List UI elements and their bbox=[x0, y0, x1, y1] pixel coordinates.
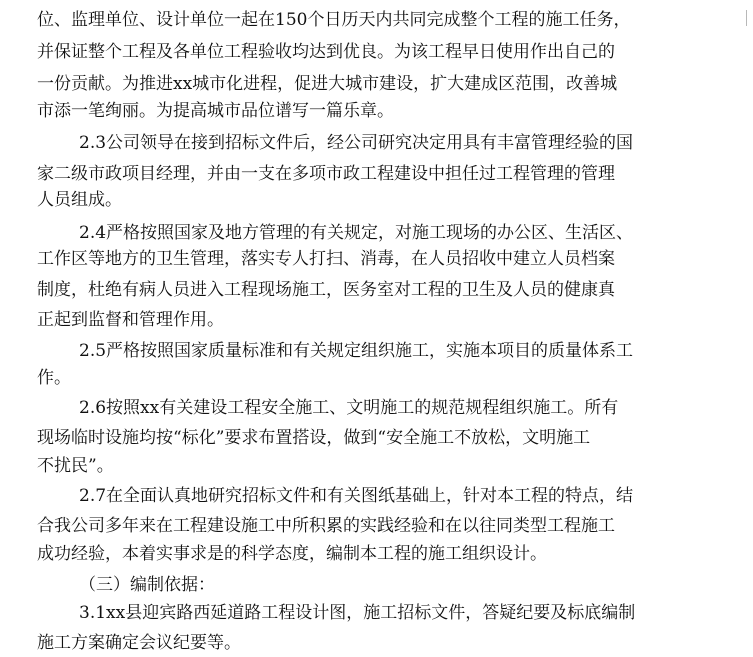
body-text-line: 位、监理单位、设计单位一起在150个日历天内共同完成整个工程的施工任务， bbox=[37, 10, 631, 30]
paragraph-2-7-line: 2.7在全面认真地研究招标文件和有关图纸基础上，针对本工程的特点，结 bbox=[79, 486, 634, 506]
body-text-line: 一份贡献。为推进xx城市化进程，促进大城市建设，扩大建成区范围，改善城 bbox=[37, 74, 618, 94]
body-text-line: 现场临时设施均按“标化”要求布置搭设，做到“安全施工不放松，文明施工 bbox=[37, 428, 591, 448]
body-text-line: 家二级市政项目经理，并由一支在多项市政工程建设中担任过工程管理的管理 bbox=[37, 164, 615, 184]
body-text-line: 工作区等地方的卫生管理，落实专人打扫、消毒，在人员招收中建立人员档案 bbox=[37, 249, 615, 269]
body-text-line: 制度，杜绝有病人员进入工程现场施工，医务室对工程的卫生及人员的健康真 bbox=[37, 280, 615, 300]
body-text-line: 合我公司多年来在工程建设施工中所积累的实践经验和在以往同类型工程施工 bbox=[37, 516, 615, 536]
body-text-line: 正起到监督和管理作用。 bbox=[37, 310, 224, 330]
body-text-line: 市添一笔绚丽。为提高城市品位谱写一篇乐章。 bbox=[37, 101, 394, 121]
body-text-line: 不扰民”。 bbox=[37, 456, 114, 476]
paragraph-3-1-line: 3.1xx县迎宾路西延道路工程设计图，施工招标文件，答疑纪要及标底编制 bbox=[79, 603, 636, 623]
page-edge-marker bbox=[746, 10, 747, 26]
body-text-line: 作。 bbox=[37, 368, 71, 388]
paragraph-2-4-line: 2.4严格按照国家及地方管理的有关规定，对施工现场的办公区、生活区、 bbox=[79, 223, 634, 243]
section-heading: （三）编制依据： bbox=[79, 575, 215, 595]
body-text-line: 施工方案确定会议纪要等。 bbox=[37, 633, 241, 653]
paragraph-2-3-line: 2.3公司领导在接到招标文件后，经公司研究决定用具有丰富管理经验的国 bbox=[79, 133, 634, 153]
body-text-line: 成功经验，本着实事求是的科学态度，编制本工程的施工组织设计。 bbox=[37, 544, 547, 564]
body-text-line: 并保证整个工程及各单位工程验收均达到优良。为该工程早日使用作出自己的 bbox=[37, 42, 615, 62]
paragraph-2-5-line: 2.5严格按照国家质量标准和有关规定组织施工，实施本项目的质量体系工 bbox=[79, 341, 634, 361]
paragraph-2-6-line: 2.6按照xx有关建设工程安全施工、文明施工的规范规程组织施工。所有 bbox=[79, 398, 619, 418]
body-text-line: 人员组成。 bbox=[37, 190, 122, 210]
